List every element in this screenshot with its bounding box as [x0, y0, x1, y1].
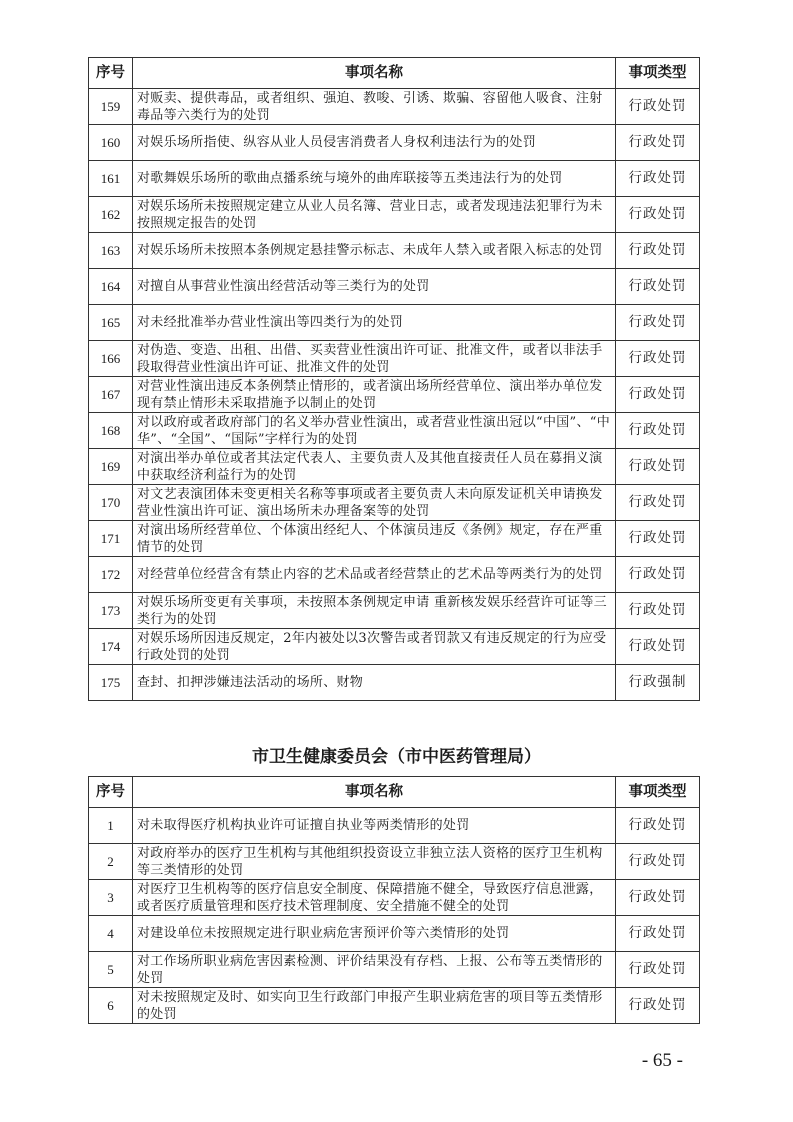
table-row — [89, 521, 700, 557]
row-number: 174 — [89, 629, 133, 665]
table-row — [89, 449, 700, 485]
row-item-type: 行政处罚 — [616, 377, 700, 413]
row-item-name: 对演出场所经营单位、个体演出经纪人、个体演员违反《条例》规定，存在严重情节的处罚 — [133, 521, 616, 557]
row-item-type: 行政处罚 — [616, 449, 700, 485]
row-item-name: 对未取得医疗机构执业许可证擅自执业等两类情形的处罚 — [133, 808, 616, 844]
row-item-type: 行政处罚 — [616, 485, 700, 521]
row-item-type: 行政处罚 — [616, 988, 700, 1024]
row-item-type: 行政处罚 — [616, 916, 700, 952]
row-item-type: 行政处罚 — [616, 952, 700, 988]
row-item-type: 行政处罚 — [616, 629, 700, 665]
row-item-type: 行政处罚 — [616, 269, 700, 305]
row-item-name: 对营业性演出违反本条例禁止情形的，或者演出场所经营单位、演出举办单位发现有禁止情形未采取措施予以制止的处罚 — [133, 377, 616, 413]
table-row — [89, 413, 700, 449]
table-row — [89, 593, 700, 629]
enforcement-table-health — [88, 776, 700, 1024]
row-item-name: 对娱乐场所变更有关事项，未按照本条例规定申请 重新核发娱乐经营许可证等三类行为的处罚 — [133, 593, 616, 629]
table-row — [89, 665, 700, 701]
table-header-row — [89, 777, 700, 808]
row-item-type: 行政处罚 — [616, 413, 700, 449]
row-item-name: 对政府举办的医疗卫生机构与其他组织投资设立非独立法人资格的医疗卫生机构等三类情形的处罚 — [133, 844, 616, 880]
row-item-name: 对未按照规定及时、如实向卫生行政部门申报产生职业病危害的项目等五类情形的处罚 — [133, 988, 616, 1024]
table-row — [89, 377, 700, 413]
table-row — [89, 89, 700, 125]
row-number: 175 — [89, 665, 133, 701]
row-item-name: 查封、扣押涉嫌违法活动的场所、财物 — [133, 665, 616, 701]
table-row — [89, 629, 700, 665]
row-number: 165 — [89, 305, 133, 341]
row-item-name: 对演出举办单位或者其法定代表人、主要负责人及其他直接责任人员在募捐义演中获取经济利益行为的处罚 — [133, 449, 616, 485]
header-item-name: 事项名称 — [133, 58, 616, 89]
row-number: 171 — [89, 521, 133, 557]
row-item-name: 对伪造、变造、出租、出借、买卖营业性演出许可证、批准文件，或者以非法手段取得营业性演出许可证、批准文件的处罚 — [133, 341, 616, 377]
row-item-type: 行政处罚 — [616, 125, 700, 161]
table-row — [89, 341, 700, 377]
table-row — [89, 305, 700, 341]
header-number: 序号 — [89, 58, 133, 89]
row-item-name: 对未经批准举办营业性演出等四类行为的处罚 — [133, 305, 616, 341]
table-row — [89, 557, 700, 593]
row-item-name: 对医疗卫生机构等的医疗信息安全制度、保障措施不健全，导致医疗信息泄露，或者医疗质量管理和医疗技术管理制度、安全措施不健全的处罚 — [133, 880, 616, 916]
row-item-type: 行政处罚 — [616, 808, 700, 844]
row-item-type: 行政强制 — [616, 665, 700, 701]
row-number: 166 — [89, 341, 133, 377]
row-number: 2 — [89, 844, 133, 880]
row-item-name: 对歌舞娱乐场所的歌曲点播系统与境外的曲库联接等五类违法行为的处罚 — [133, 161, 616, 197]
table-header-row — [89, 58, 700, 89]
page-number: - 65 - — [641, 1050, 683, 1071]
row-item-type: 行政处罚 — [616, 233, 700, 269]
row-number: 167 — [89, 377, 133, 413]
row-item-type: 行政处罚 — [616, 305, 700, 341]
enforcement-table-culture — [88, 57, 700, 701]
row-number: 169 — [89, 449, 133, 485]
row-item-type: 行政处罚 — [616, 197, 700, 233]
row-number: 6 — [89, 988, 133, 1024]
row-item-name: 对擅自从事营业性演出经营活动等三类行为的处罚 — [133, 269, 616, 305]
table-row — [89, 269, 700, 305]
row-number: 173 — [89, 593, 133, 629]
table-row — [89, 485, 700, 521]
table-row — [89, 197, 700, 233]
row-item-type: 行政处罚 — [616, 880, 700, 916]
table-row — [89, 125, 700, 161]
section-title: 市卫生健康委员会（市中医药管理局） — [252, 747, 541, 767]
row-number: 163 — [89, 233, 133, 269]
table-row — [89, 952, 700, 988]
row-item-type: 行政处罚 — [616, 89, 700, 125]
header-item-type: 事项类型 — [616, 58, 700, 89]
table-row — [89, 844, 700, 880]
row-item-name: 对娱乐场所未按照本条例规定悬挂警示标志、未成年人禁入或者限入标志的处罚 — [133, 233, 616, 269]
row-number: 159 — [89, 89, 133, 125]
row-item-type: 行政处罚 — [616, 341, 700, 377]
row-item-name: 对建设单位未按照规定进行职业病危害预评价等六类情形的处罚 — [133, 916, 616, 952]
row-number: 164 — [89, 269, 133, 305]
row-number: 1 — [89, 808, 133, 844]
row-number: 160 — [89, 125, 133, 161]
row-item-name: 对文艺表演团体未变更相关名称等事项或者主要负责人未向原发证机关申请换发营业性演出许可证、演出场所未办理备案等的处罚 — [133, 485, 616, 521]
table-row — [89, 808, 700, 844]
row-number: 4 — [89, 916, 133, 952]
table-row — [89, 916, 700, 952]
row-item-type: 行政处罚 — [616, 557, 700, 593]
header-item-name: 事项名称 — [133, 777, 616, 808]
table-row — [89, 161, 700, 197]
row-item-name: 对娱乐场所指使、纵容从业人员侵害消费者人身权利违法行为的处罚 — [133, 125, 616, 161]
table-row — [89, 233, 700, 269]
row-number: 168 — [89, 413, 133, 449]
row-number: 5 — [89, 952, 133, 988]
table-row — [89, 988, 700, 1024]
row-item-type: 行政处罚 — [616, 593, 700, 629]
row-item-name: 对经营单位经营含有禁止内容的艺术品或者经营禁止的艺术品等两类行为的处罚 — [133, 557, 616, 593]
row-number: 161 — [89, 161, 133, 197]
row-item-type: 行政处罚 — [616, 161, 700, 197]
row-item-name: 对贩卖、提供毒品，或者组织、强迫、教唆、引诱、欺骗、容留他人吸食、注射毒品等六类行为的处罚 — [133, 89, 616, 125]
row-item-name: 对娱乐场所未按照规定建立从业人员名簿、营业日志，或者发现违法犯罪行为未按照规定报告的处罚 — [133, 197, 616, 233]
table-row — [89, 880, 700, 916]
row-number: 162 — [89, 197, 133, 233]
row-item-name: 对娱乐场所因违反规定，2年内被处以3次警告或者罚款又有违反规定的行为应受行政处罚的处罚 — [133, 629, 616, 665]
row-item-name: 对以政府或者政府部门的名义举办营业性演出，或者营业性演出冠以“中国”、“中华”、“全国”、“国际”字样行为的处罚 — [133, 413, 616, 449]
row-number: 3 — [89, 880, 133, 916]
row-item-name: 对工作场所职业病危害因素检测、评价结果没有存档、上报、公布等五类情形的处罚 — [133, 952, 616, 988]
row-number: 172 — [89, 557, 133, 593]
header-item-type: 事项类型 — [616, 777, 700, 808]
row-item-type: 行政处罚 — [616, 844, 700, 880]
row-item-type: 行政处罚 — [616, 521, 700, 557]
header-number: 序号 — [89, 777, 133, 808]
row-number: 170 — [89, 485, 133, 521]
